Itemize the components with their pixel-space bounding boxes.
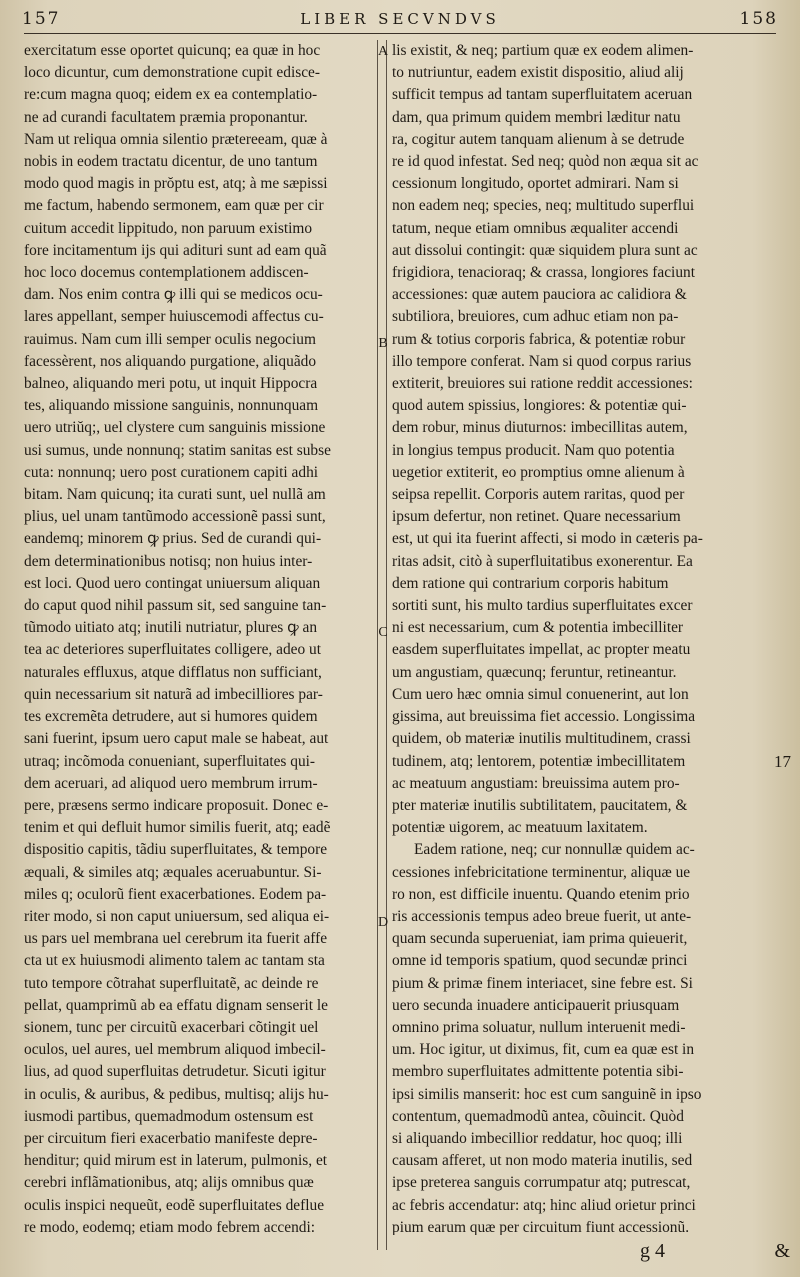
text-line: quin necessarium sit naturã ad imbecilliores par- — [24, 685, 323, 703]
text-line: omne id temporis spatium, quod secundæ princi — [392, 952, 688, 970]
column-divider-right — [386, 40, 387, 1250]
text-line: loco dicuntur, cum demonstratione cupit edisce- — [24, 64, 320, 82]
page-header — [22, 6, 778, 32]
text-line: oculis inspici nequeũt, eodẽ superfluitates deflue — [24, 1196, 325, 1214]
text-line: exercitatum esse oportet quicunq; ea quæ in hoc — [24, 42, 321, 59]
text-line: dispositio capitis, tãdiu superfluitates, & tempore — [24, 841, 328, 859]
signature-mark: g 4 — [640, 1240, 665, 1262]
text-line: ra, cogitur autem tanquam alienum à se detrude — [392, 130, 685, 148]
text-line: tenim et qui defluit humor similis fuerit, atq; eadẽ — [24, 819, 331, 837]
text-line: lius, ad quod superfluitas detrudetur. Sicuti igitur — [24, 1063, 326, 1081]
text-line: dem robur, minus diuturnos: imbecillitas autem, — [392, 419, 688, 437]
margin-letter-c: C — [378, 625, 388, 640]
text-line: quam secunda superueniat, iam prima quieuerit, — [392, 930, 688, 948]
margin-letter-d: D — [377, 915, 389, 930]
text-line: ris accessionis tempus adeo breue fuerit, ut ante- — [392, 907, 692, 925]
text-line: easdem superfluitates impellat, ac propter meatu — [392, 641, 691, 659]
text-line: omnino prima soluatur, nullum interuenit medi- — [392, 1018, 686, 1036]
text-line: plius, uel unam tantũmodo accessionẽ passi sunt, — [24, 508, 326, 526]
text-line: do caput quod nihil passum sit, sed sanguine tan- — [24, 597, 327, 615]
text-line: uero secunda inuadere anticipauerit priusquam — [392, 996, 680, 1014]
text-line: pere, præsens sermo indicare proposuit. Donec e- — [24, 796, 329, 814]
text-line: illo tempore conferat. Nam si quod corpus rarius — [392, 352, 692, 370]
text-line: tũmodo uitiato atq; inutili nutriatur, plures ꝙ an — [24, 619, 318, 637]
text-line: rauimus. Nam cum illi semper oculis negocium — [24, 330, 316, 348]
text-line: sionem, tunc per circuitũ exacerbari cõtingit uel — [24, 1018, 319, 1036]
text-line: seipsa repellit. Corporis autem raritas, quod per — [392, 486, 685, 504]
text-line: Cum uero hæc omnia simul conuenerint, aut lon — [392, 685, 689, 703]
text-line: cuitum accedit lippitudo, non paruum existimo — [24, 219, 313, 237]
text-line: oculos, uel aures, uel membrum aliquod imbecil- — [24, 1041, 326, 1059]
text-line: to nutriuntur, eadem existit dispositio, aliud alij — [392, 64, 684, 82]
text-line: cerebri inflãmationibus, atq; alijs omnibus quæ — [24, 1174, 314, 1192]
text-line: naturales effluxus, atque difflatus non sufficiant, — [24, 663, 322, 681]
text-line: balneo, aliquando meri potu, ut inquit Hippocra — [24, 375, 318, 393]
text-line: um. Hoc igitur, ut diximus, fit, cum ea quæ est in — [392, 1041, 695, 1059]
text-line: ne ad curandi facultatem præmia proponantur. — [24, 108, 308, 126]
text-line: pium & primæ finem interiacet, sine febre est. Si — [392, 974, 693, 992]
page-number-left: 157 — [22, 9, 61, 29]
text-line: dem determinationibus notisq; non huius inter- — [24, 552, 313, 570]
text-line: pter materiæ inutilis subtilitatem, paucitatem, & — [392, 796, 688, 814]
text-line: rum & totius corporis fabrica, & potentiæ robur — [392, 330, 686, 348]
text-line: lis existit, & neq; partium quæ ex eodem alimen- — [392, 42, 694, 59]
page-footer — [640, 1240, 790, 1268]
text-line: re modo, eodemq; etiam modo febrem accendi: — [24, 1218, 316, 1235]
text-line: cuta: nonnunq; uero post curationem capiti adhi — [24, 463, 319, 481]
text-line: aut dissolui contingit: quæ siquidem plura sunt ac — [392, 241, 698, 259]
text-line: fore incitamentum ijs qui adituri sunt ad eam quã — [24, 241, 327, 259]
text-line: subtiliora, breuiores, cum adhuc etiam non pa- — [392, 308, 679, 326]
header-rule — [24, 33, 776, 34]
text-line: hoc loco docemus contemplationem addiscen- — [24, 264, 309, 282]
text-line: ipse preterea sanguis corrumpatur atq; putrescat, — [392, 1174, 691, 1192]
margin-letter-b: B — [378, 336, 388, 351]
text-line: dem ratione qui contrarium corporis habitum — [392, 574, 669, 592]
text-line: cessiones infebricitatione terminentur, aliquæ ue — [392, 863, 691, 881]
text-line: tes, aliquando missione sanguinis, nonnunquam — [24, 397, 319, 415]
text-line: sufficit tempus ad tantam superfluitatem aceruan — [392, 86, 693, 104]
catchword: & — [774, 1240, 790, 1262]
text-line: tea ac deteriores superfluitates colligere, adeo ut — [24, 641, 321, 659]
text-line: ac meatuum angustiam: breuissima autem pro- — [392, 774, 680, 792]
text-line: sortiti sunt, his multo tardius superfluitates excer — [392, 597, 693, 615]
text-line: est, ut qui ita fuerint affecti, si modo in cæteris pa- — [392, 530, 703, 548]
text-line: causam afferet, ut non modo materia inutilis, sed — [392, 1152, 693, 1170]
text-line: in oculis, & auribus, & pedibus, multisq; alijs hu- — [24, 1085, 329, 1103]
column-divider-left — [377, 40, 378, 1250]
text-line: quidem, ob materiæ inutilis multitudinem, crassi — [392, 730, 691, 748]
text-line: re:cum magna quoq; eidem ex ea contemplatio- — [24, 86, 318, 104]
text-line: sani fuerint, ipsum uero caput male se habeat, aut — [24, 730, 329, 748]
text-line: pium earum quæ per circuitum fiunt accessionũ. — [392, 1218, 690, 1235]
text-line: Nam ut reliqua omnia silentio prætereeam, quæ à — [24, 130, 328, 148]
text-line: tudinem, atq; lentorem, potentiæ imbecillitatem — [392, 752, 686, 770]
text-line: facessèrent, nos aliquando purgatione, aliquãdo — [24, 352, 317, 370]
text-line: us pars uel membrana uel cerebrum ita fuerit affe — [24, 930, 328, 948]
text-line: tatum, neque etiam omnibus æqualiter accendi — [392, 219, 679, 237]
text-line: ritas adsit, citò à superfluitatibus exonerentur. Ea — [392, 552, 693, 570]
text-line: per circuitum fieri exacerbatio manifeste depre- — [24, 1129, 318, 1147]
text-line: miles q; oculorũ fient exacerbationes. Eodem pa- — [24, 885, 327, 903]
text-line: cta ut ex huiusmodi alimento talem ac tantam sta — [24, 952, 325, 970]
text-line: cessionum longitudo, oportet admirari. Nam si — [392, 175, 679, 193]
text-line: henditur; quid mirum est in laterum, pulmonis, et — [24, 1152, 328, 1170]
text-line: lares appellant, semper huiuscemodi affectus cu- — [24, 308, 324, 326]
text-line: accessiones: quæ autem pauciora ac calidiora & — [392, 286, 687, 304]
text-line: non eadem neq; species, neq; multitudo superflui — [392, 197, 695, 215]
text-line: me factum, habendo sermonem, eam quæ per cir — [24, 197, 324, 215]
text-line: ni est necessarium, cum & potentia imbecilliter — [392, 619, 684, 637]
text-line: quod autem spissius, longiores: & potentiæ qui- — [392, 397, 687, 415]
text-line: eandemq; minorem ꝙ prius. Sed de curandi qui- — [24, 530, 322, 548]
marginal-note: 17 — [774, 752, 791, 771]
text-line: pellat, quamprimũ ab ea effatu dignam senserit le — [24, 996, 329, 1014]
text-line: um angustiam, quæcunq; feruntur, retineantur. — [392, 663, 677, 681]
text-line: dem aceruari, ad aliquod uero membrum irrum- — [24, 774, 318, 792]
text-line: membro superfluitates admittente potentia sibi- — [392, 1063, 684, 1081]
text-line: dam, qua primum quidem membri læditur natu — [392, 108, 681, 126]
text-line: ipsum defertur, non retinet. Quare necessarium — [392, 508, 681, 526]
text-line: tes excremẽta detrudere, aut si humores quidem — [24, 708, 318, 726]
text-line: contentum, quemadmodũ antea, cõuincit. Quòd — [392, 1107, 684, 1125]
text-line: extiterit, breuiores sui ratione reddit accessiones: — [392, 375, 693, 393]
running-head: LIBER SECVNDVS — [300, 10, 500, 28]
text-line: modo quod magis in prŏptu est, atq; à me sæpissi — [24, 175, 328, 193]
text-line: ro non, est difficile inuentu. Quando etenim prio — [392, 885, 690, 903]
text-line: Eadem ratione, neq; cur nonnullæ quidem ac- — [414, 841, 695, 859]
page-number-right: 158 — [739, 9, 778, 29]
text-line: tuto tempore cõtrahat superfluitatẽ, ac deinde re — [24, 974, 319, 992]
right-text-column — [392, 40, 766, 1235]
text-line: frigidiora, tenacioraq; & crassa, longiores faciunt — [392, 264, 695, 282]
text-line: si aliquando imbecillior reddatur, hoc quoq; illi — [392, 1129, 683, 1147]
text-line: riter modo, si non caput uniuersum, sed aliqua ei- — [24, 907, 330, 925]
text-line: est loci. Quod uero contingat uniuersum aliquan — [24, 574, 321, 592]
margin-letter-a: A — [377, 44, 389, 59]
text-line: utraq; incõmoda conueniant, superfluitates qui- — [24, 752, 316, 770]
left-text-column — [24, 40, 369, 1235]
text-line: dam. Nos enim contra ꝙ illi qui se medicos ocu- — [24, 286, 323, 304]
text-line: nobis in eodem tractatu dicentur, de uno tantum — [24, 153, 318, 171]
text-line: ipsi similis manserit: hoc est cum sanguinẽ in ipso — [392, 1085, 702, 1103]
text-line: gissima, aut breuissima fiet accessio. Longissima — [392, 708, 696, 726]
text-line: re id quod infestat. Sed neq; quòd non æqua sit ac — [392, 153, 699, 171]
text-line: in longius tempus producit. Nam quo potentia — [392, 441, 675, 459]
text-line: iusmodi partibus, quemadmodum ostensum est — [24, 1107, 314, 1125]
text-line: uegetior extiterit, eo promptius omne alienum à — [392, 463, 685, 481]
text-line: bitam. Nam quicunq; ita curati sunt, uel nullã am — [24, 486, 326, 504]
text-line: usi sumus, unde nonnunq; statim sanitas est subse — [24, 441, 331, 459]
text-line: ac febris accendatur: atq; hinc aliud orietur princi — [392, 1196, 696, 1214]
text-line: æquali, & similes atq; æquales aceruabuntur. Si- — [24, 863, 322, 881]
text-line: potentiæ uigorem, ac meatuum laxitatem. — [392, 819, 648, 837]
text-line: uero utriŭq;, uel clystere cum sanguinis missione — [24, 419, 326, 437]
